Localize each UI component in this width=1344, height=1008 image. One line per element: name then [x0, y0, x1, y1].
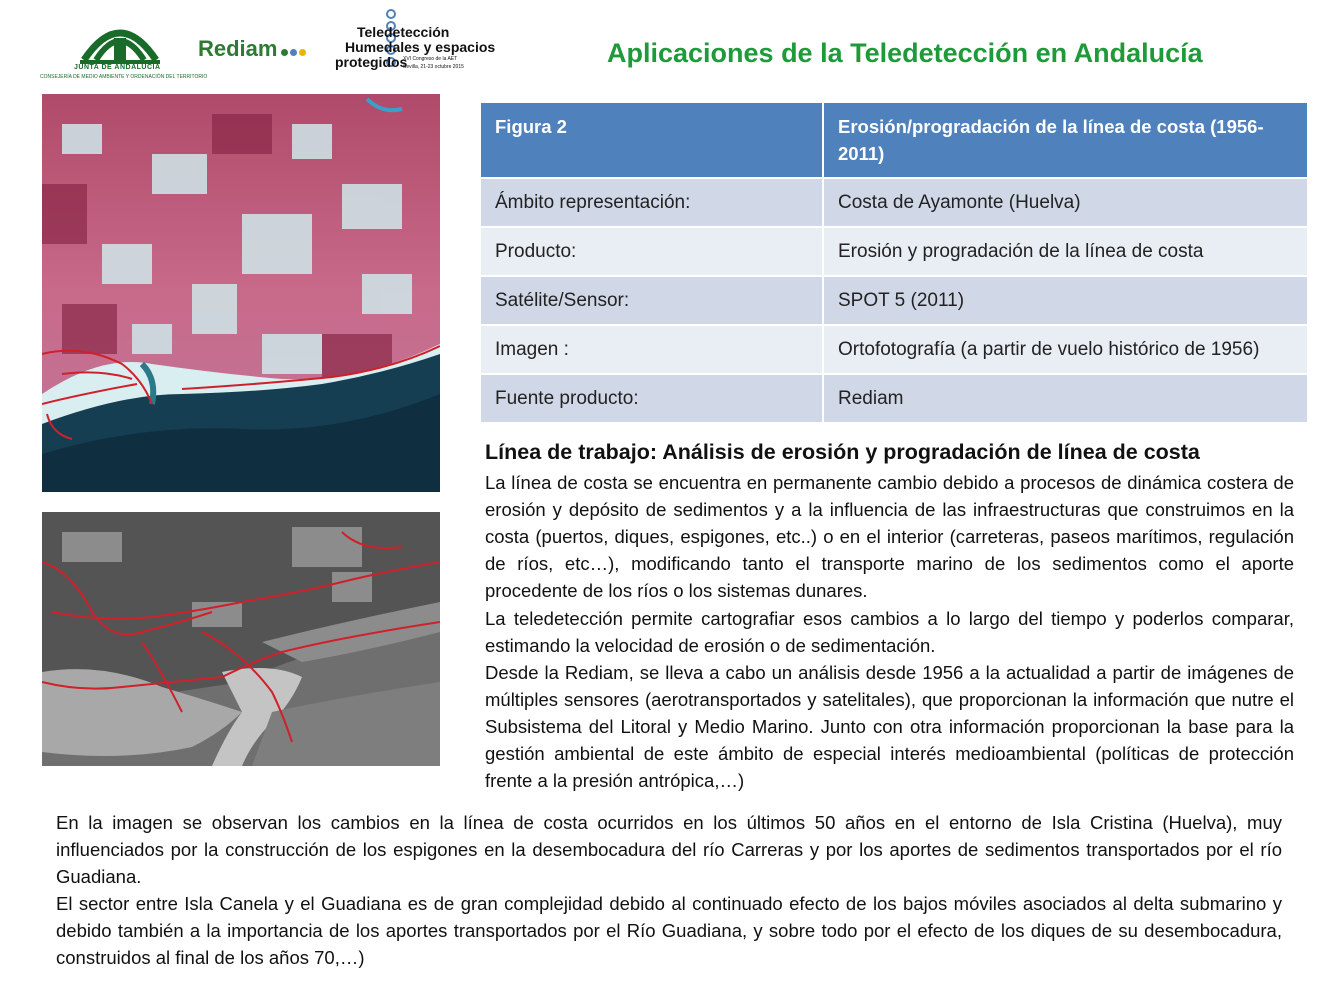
- junta-de-andalucia-logo: [40, 12, 208, 82]
- table-cell-value: Erosión y progradación de la línea de costa: [823, 227, 1307, 276]
- junta-logo-name: JUNTA DE ANDALUCIA: [74, 64, 161, 71]
- table-cell-label: Fuente producto:: [481, 374, 823, 423]
- satellite-image: [42, 94, 440, 492]
- table-cell-label: Producto:: [481, 227, 823, 276]
- table-header-cell: Figura 2: [481, 103, 823, 178]
- rediam-logo-text: Rediam: [198, 36, 278, 61]
- table-cell-label: Satélite/Sensor:: [481, 276, 823, 325]
- table-row: [481, 276, 1307, 325]
- table-cell-label: Ámbito representación:: [481, 178, 823, 227]
- table-cell-value: Ortofotografía (a partir de vuelo histórico de 1956): [823, 325, 1307, 374]
- table-row: [481, 374, 1307, 423]
- congress-line-2: Humedales y espacios: [345, 39, 496, 55]
- congress-line-4: XVI Congreso de la AET: [403, 56, 458, 62]
- bottom-paragraph: El sector entre Isla Canela y el Guadiana es de gran complejidad debido al continuado efecto de los bajos móviles asociados al delta submarino y debido también a la importancia de los aportes transportados por el Río Guadiana, y sobre todo por el efecto de los diques de su desembocadura, construidos al final de los años 70,…): [56, 893, 1282, 968]
- junta-emblem-icon: [40, 12, 200, 67]
- table-cell-value: SPOT 5 (2011): [823, 276, 1307, 325]
- table-cell-value: Rediam: [823, 374, 1307, 423]
- table-cell-label: Imagen :: [481, 325, 823, 374]
- page-title: Aplicaciones de la Teledetección en Andalucía: [607, 38, 1203, 68]
- rediam-logo: [198, 36, 306, 62]
- table-row: [481, 178, 1307, 227]
- table-cell-value: Costa de Ayamonte (Huelva): [823, 178, 1307, 227]
- table-row: [481, 227, 1307, 276]
- congress-line-3: protegidos: [335, 54, 408, 70]
- section-title: Línea de trabajo: Análisis de erosión y progradación de línea de costa: [485, 440, 1200, 464]
- congress-logo: [335, 8, 505, 82]
- rediam-dots-icon: [279, 36, 306, 62]
- section-paragraph: La línea de costa se encuentra en permanente cambio debido a procesos de dinámica costera de erosión y depósito de sedimentos y a la influencia de las infraestructuras que construimos en la costa (puertos, diques, espigones, etc..) o en el interior (carreteras, paseos marítimos, regulación de ríos, etc…), modificando tanto el transporte marino de los sedimentos como el aporte procedente de los ríos o los sistemas dunares.: [485, 472, 1294, 601]
- figure-info-table: [481, 103, 1307, 424]
- congress-line-1: Teledetección: [357, 24, 450, 40]
- table-header-row: [481, 103, 1307, 178]
- table-header-cell: Erosión/progradación de la línea de costa (1956-2011): [823, 103, 1307, 178]
- section-paragraph: Desde la Rediam, se lleva a cabo un análisis desde 1956 a la actualidad a partir de imágenes de múltiples sensores (aerotransportados y satelitales), que proporcionan la información que nutre el Subsistema del Litoral y Medio Marino. Junto con otra información proporcionan la base para la gestión ambiental de este ámbito de especial interés medioambiental (políticas de protección frente a la presión antrópica,…): [485, 662, 1294, 791]
- table-row: [481, 325, 1307, 374]
- bottom-paragraph: En la imagen se observan los cambios en la línea de costa ocurridos en los últimos 50 años en el entorno de Isla Cristina (Huelva), muy influenciados por la construcción de los espigones en la desembocadura del río Carreras y por los aportes de sedimentos transportados por el río Guadiana.: [56, 812, 1282, 887]
- congress-line-5: Sevilla, 21-23 octubre 2015: [403, 64, 464, 70]
- junta-logo-subtitle: CONSEJERÍA DE MEDIO AMBIENTE Y ORDENACIÓN DEL TERRITORIO: [40, 74, 208, 80]
- section-paragraph: La teledetección permite cartografiar esos cambios a lo largo del tiempo y poderlos comparar, estimando la velocidad de erosión o de sedimentación.: [485, 608, 1294, 656]
- orthophoto-image: [42, 512, 440, 766]
